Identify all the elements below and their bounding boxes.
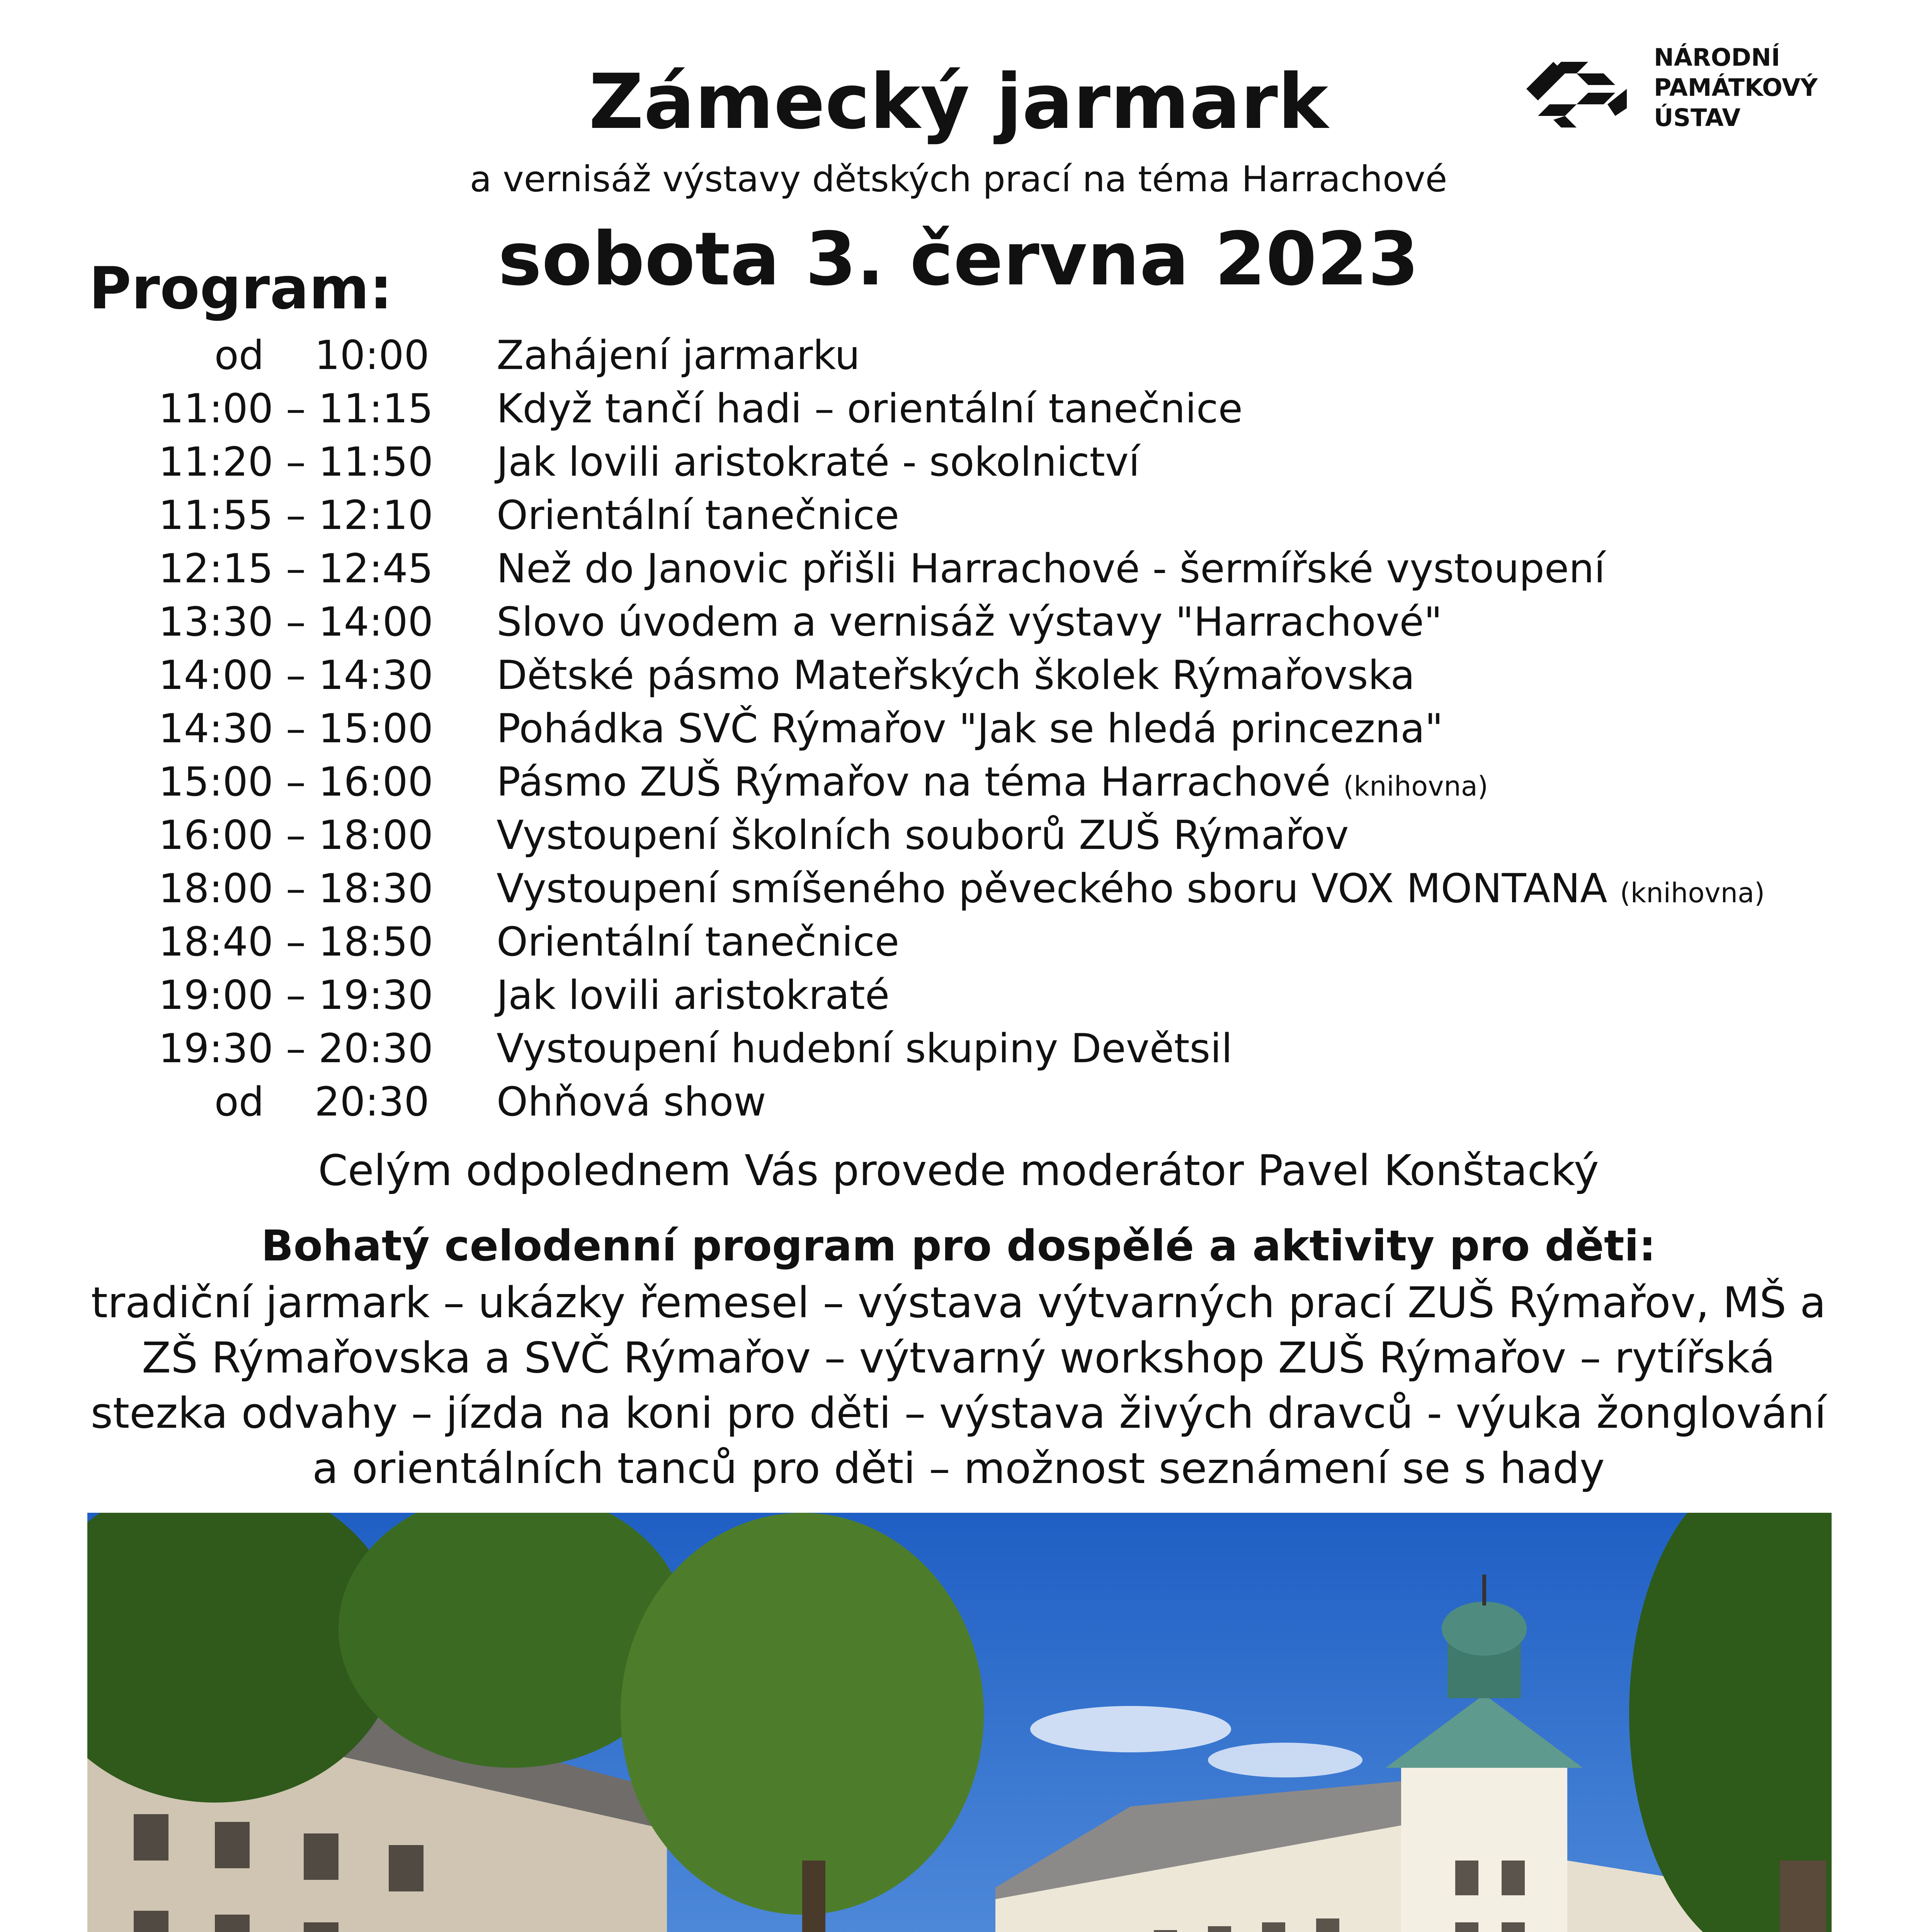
npu-line-3: ÚSTAV — [1654, 104, 1741, 132]
schedule-time: 11:20 – 11:50 — [158, 439, 433, 485]
schedule-row — [0, 386, 1917, 439]
schedule-time: 12:15 – 12:45 — [158, 546, 433, 592]
schedule-row — [0, 1079, 1917, 1132]
schedule-time: od 20:30 — [214, 1079, 429, 1125]
schedule-time: 16:00 – 18:00 — [158, 812, 433, 859]
schedule-row — [0, 332, 1917, 386]
schedule-event: Dětské pásmo Mateřských školek Rýmařovska — [497, 652, 1415, 699]
schedule-event: Slovo úvodem a vernisáž výstavy "Harrachové" — [497, 599, 1442, 645]
program-heading: Program: — [89, 255, 393, 322]
schedule-time: 15:00 – 16:00 — [158, 759, 433, 805]
schedule-time: 11:00 – 11:15 — [158, 386, 433, 432]
castle-courtyard-photo — [87, 1513, 1832, 1932]
program-summary-heading: Bohatý celodenní program pro dospělé a aktivity pro děti: — [261, 1221, 1656, 1270]
schedule-row — [0, 439, 1917, 492]
schedule-time: 13:30 – 14:00 — [158, 599, 433, 645]
schedule-row — [0, 706, 1917, 759]
schedule-row — [0, 759, 1917, 812]
schedule-time: 14:00 – 14:30 — [158, 652, 433, 699]
schedule-row — [0, 919, 1917, 972]
schedule-row — [0, 599, 1917, 652]
event-date: sobota 3. června 2023 — [498, 216, 1419, 302]
schedule-row — [0, 492, 1917, 546]
schedule-event: Pohádka SVČ Rýmařov "Jak se hledá princezna" — [497, 706, 1443, 752]
schedule-event: Orientální tanečnice — [497, 919, 900, 965]
schedule-event: Než do Janovic přišli Harrachové - šermířské vystoupení — [497, 546, 1606, 592]
schedule-time: 11:55 – 12:10 — [158, 492, 433, 539]
schedule-event: Orientální tanečnice — [497, 492, 900, 539]
schedule-time: 18:00 – 18:30 — [158, 866, 433, 912]
schedule-row — [0, 866, 1917, 919]
schedule-row — [0, 1026, 1917, 1079]
moderator-line: Celým odpolednem Vás provede moderátor Pavel Konštacký — [318, 1146, 1599, 1195]
activities-description: tradiční jarmark – ukázky řemesel – výstava výtvarných prací ZUŠ Rýmařov, MŠ a ZŠ Rýmařovska a SVČ Rýmařov – výtvarný workshop ZUŠ Rýmařov – rytířská stezka odvahy – jízda na koni pro děti – výstava živých dravců - výuka žonglování a orientálních tanců pro děti – možnost seznámení se s hady — [90, 1278, 1827, 1493]
schedule-time: 19:00 – 19:30 — [158, 972, 433, 1019]
schedule-note: (knihovna) — [1343, 770, 1488, 802]
schedule-time: 19:30 – 20:30 — [158, 1026, 433, 1072]
schedule-event: Ohňová show — [497, 1079, 766, 1125]
schedule-row — [0, 812, 1917, 866]
poster-title: Zámecký jarmark — [589, 58, 1328, 146]
schedule-event: Vystoupení hudební skupiny Devětsil — [497, 1026, 1233, 1072]
npu-logo-icon — [1519, 46, 1635, 139]
npu-line-1: NÁRODNÍ — [1654, 43, 1780, 71]
schedule-event: Vystoupení smíšeného pěveckého sboru VOX MONTANA (knihovna) — [497, 866, 1765, 912]
schedule-event: Když tančí hadi – orientální tanečnice — [497, 386, 1243, 432]
poster-subtitle: a vernisáž výstavy dětských prací na téma Harrachové — [469, 158, 1448, 200]
schedule-note: (knihovna) — [1620, 877, 1765, 909]
schedule-row — [0, 972, 1917, 1026]
npu-line-2: PAMÁTKOVÝ — [1654, 73, 1818, 102]
schedule-event: Jak lovili aristokraté - sokolnictví — [497, 439, 1140, 485]
schedule-row — [0, 546, 1917, 599]
schedule-event: Pásmo ZUŠ Rýmařov na téma Harrachové (knihovna) — [497, 759, 1488, 805]
schedule-row — [0, 652, 1917, 706]
schedule-event: Zahájení jarmarku — [497, 332, 860, 379]
schedule-event: Jak lovili aristokraté — [497, 972, 890, 1019]
npu-logo-text — [1654, 43, 1818, 133]
schedule-event: Vystoupení školních souborů ZUŠ Rýmařov — [497, 812, 1349, 859]
schedule-time: 18:40 – 18:50 — [158, 919, 433, 965]
schedule-time: od 10:00 — [214, 332, 429, 379]
schedule-time: 14:30 – 15:00 — [158, 706, 433, 752]
